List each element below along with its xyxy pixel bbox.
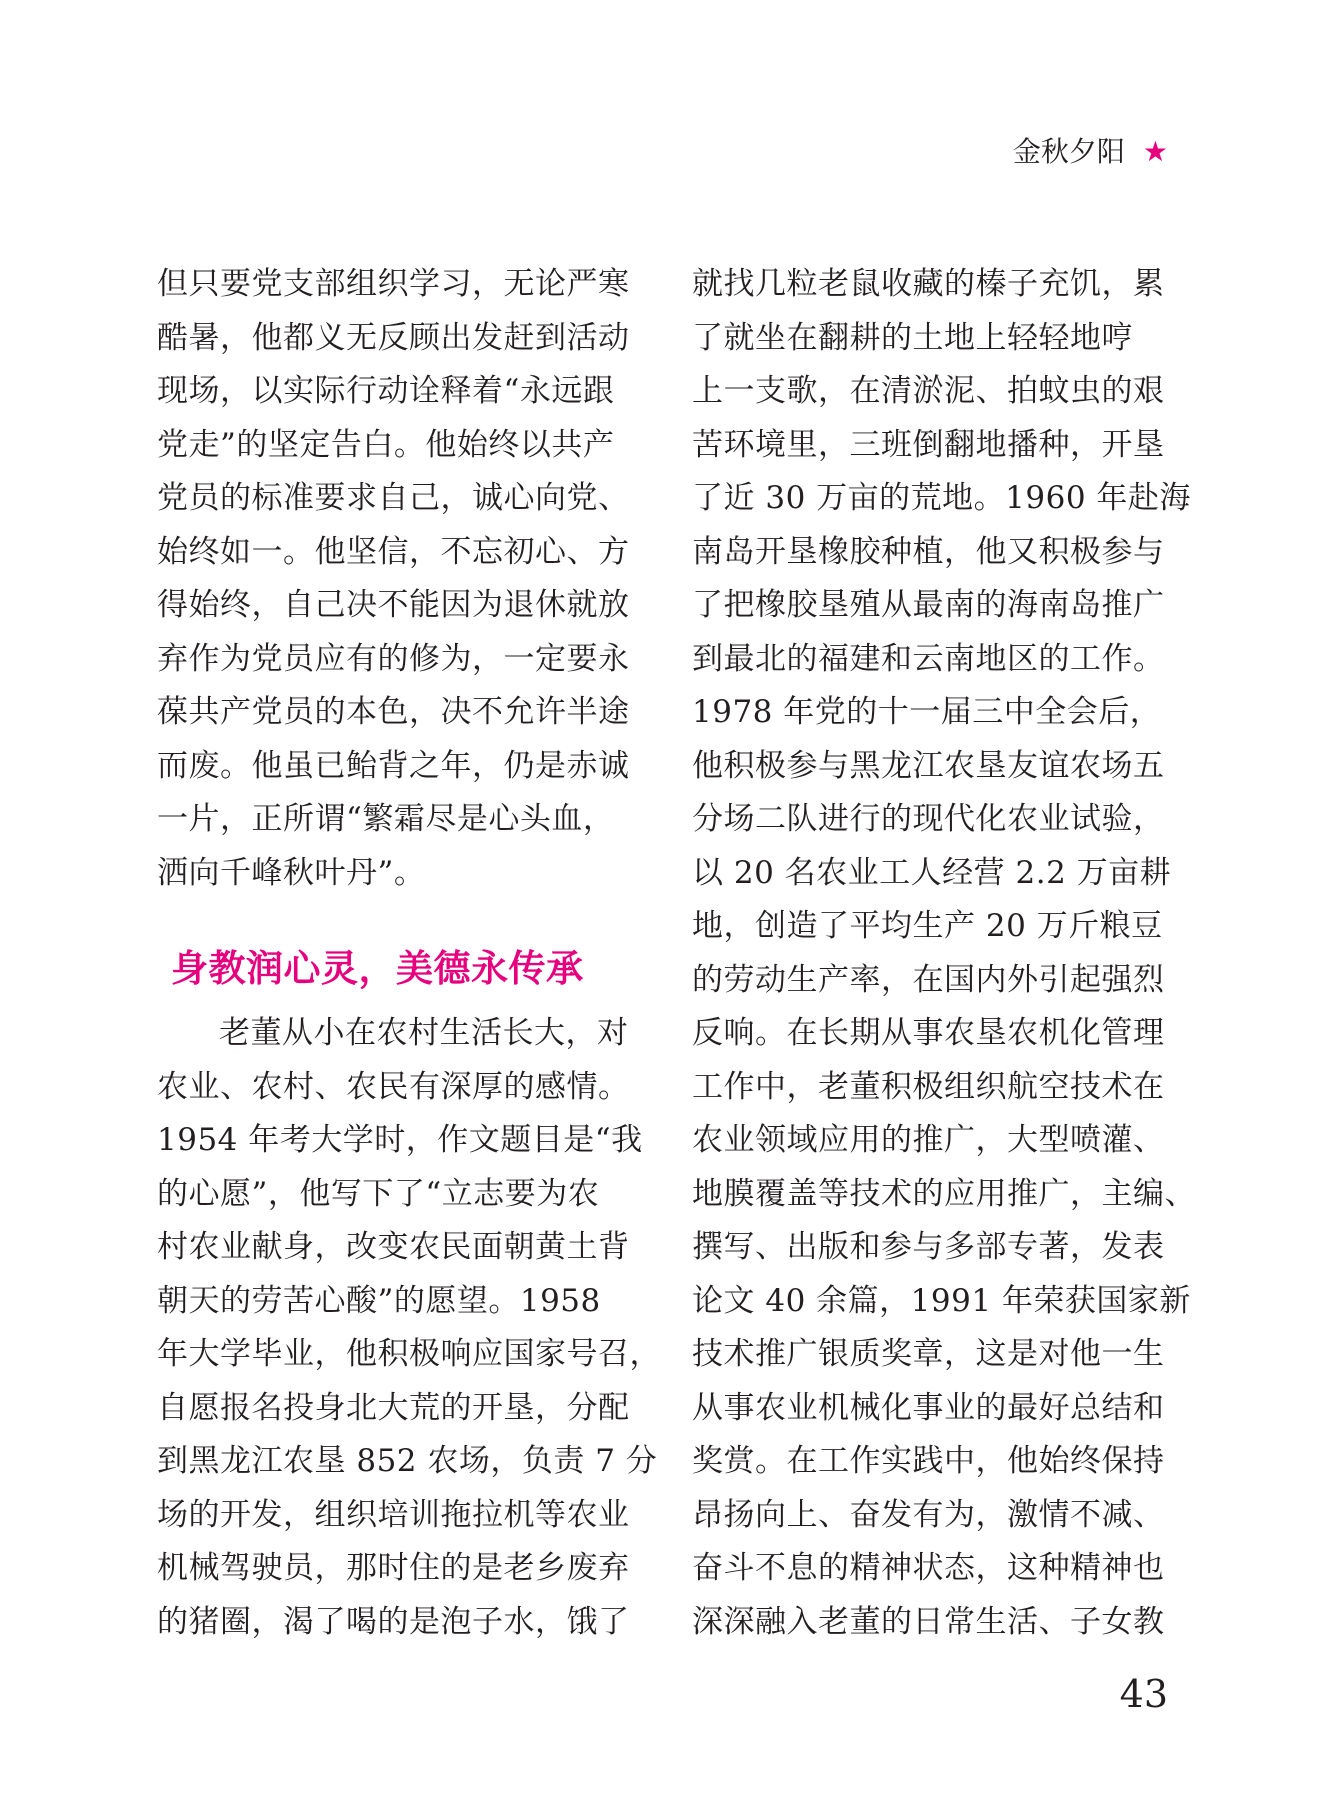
text-line: 村农业献身，改变农民面朝黄土背 (157, 1229, 630, 1265)
text-line: 党走”的坚定告白。他始终以共产 (157, 426, 615, 463)
text-line: 苦环境里，三班倒翻地播种，开垦 (692, 426, 1165, 463)
text-line: 自愿报名投身北大荒的开垦，分配 (157, 1389, 630, 1426)
text-line: 到黑龙江农垦 852 农场，负责 7 分 (157, 1443, 658, 1479)
text-line: 地，创造了平均生产 20 万斤粮豆 (692, 908, 1163, 944)
text-line: 洒向千峰秋叶丹”。 (157, 854, 426, 891)
text-line: 而废。他虽已鲐背之年，仍是赤诚 (157, 747, 630, 784)
text-line: 酷暑，他都义无反顾出发赶到活动 (157, 319, 630, 356)
text-line: 以 20 名农业工人经营 2.2 万亩耕 (692, 854, 1172, 891)
text-line: 老董从小在农村生活长大，对 (219, 1015, 629, 1051)
text-line: 撰写、出版和参与多部专著，发表 (692, 1229, 1165, 1265)
text-line: 技术推广银质奖章，这是对他一生 (692, 1336, 1165, 1372)
text-line: 深深融入老董的日常生活、子女教 (692, 1603, 1165, 1640)
text-line: 就找几粒老鼠收藏的榛子充饥，累 (692, 266, 1165, 302)
text-line: 的劳动生产率，在国内外引起强烈 (692, 961, 1165, 998)
text-line: 上一支歌，在清淤泥、拍蚊虫的艰 (692, 373, 1165, 409)
text-line: 始终如一。他坚信，不忘初心、方 (157, 533, 630, 570)
text-line: 的猪圈，渴了喝的是泡子水，饿了 (157, 1603, 630, 1640)
text-line: 机械驾驶员，那时住的是老乡废弃 (157, 1550, 630, 1586)
text-line: 但只要党支部组织学习，无论严寒 (157, 266, 630, 302)
text-line: 场的开发，组织培训拖拉机等农业 (157, 1496, 630, 1533)
paragraph-2 (157, 1007, 661, 1649)
text-line: 奖赏。在工作实践中，他始终保持 (692, 1443, 1165, 1479)
text-line: 昂扬向上、奋发有为，激情不减、 (692, 1496, 1165, 1533)
text-line: 论文 40 余篇，1991 年荣获国家新 (692, 1282, 1191, 1319)
text-line: 年大学毕业，他积极响应国家号召， (157, 1336, 661, 1372)
text-line: 一片，正所谓“繁霜尽是心头血， (157, 801, 615, 837)
star-icon: ★ (1142, 135, 1168, 168)
paragraph-1 (157, 258, 629, 900)
text-line: 农业领域应用的推广，大型喷灌、 (692, 1122, 1165, 1158)
text-line: 得始终，自己决不能因为退休就放 (157, 587, 630, 623)
text-line: 分场二队进行的现代化农业试验， (692, 801, 1165, 837)
text-line: 现场，以实际行动诠释着“永远跟 (157, 373, 615, 409)
text-line: 的心愿”，他写下了“立志要为农 (157, 1175, 600, 1212)
page-number: 43 (1119, 1672, 1168, 1716)
text-line: 奋斗不息的精神状态，这种精神也 (692, 1550, 1165, 1586)
text-line: 1954 年考大学时，作文题目是“我 (157, 1122, 643, 1158)
text-line: 葆共产党员的本色，决不允许半途 (157, 694, 630, 730)
text-line: 到最北的福建和云南地区的工作。 (692, 640, 1165, 677)
text-line: 了近 30 万亩的荒地。1960 年赴海 (692, 480, 1191, 516)
text-line: 反响。在长期从事农垦农机化管理 (692, 1015, 1165, 1051)
text-line: 1978 年党的十一届三中全会后， (692, 694, 1162, 730)
text-line: 南岛开垦橡胶种植，他又积极参与 (692, 533, 1165, 570)
text-line: 了把橡胶垦殖从最南的海南岛推广 (692, 587, 1165, 623)
section-heading: 身教润心灵，美德永传承 (171, 947, 584, 990)
text-line: 地膜覆盖等技术的应用推广，主编、 (692, 1175, 1196, 1212)
section-title: 金秋夕阳 (1012, 135, 1125, 168)
text-line: 他积极参与黑龙江农垦友谊农场五 (692, 747, 1165, 784)
text-line: 工作中，老董积极组织航空技术在 (692, 1068, 1165, 1105)
text-line: 农业、农村、农民有深厚的感情。 (157, 1068, 630, 1105)
text-line: 从事农业机械化事业的最好总结和 (692, 1389, 1165, 1426)
text-line: 党员的标准要求自己，诚心向党、 (157, 480, 630, 516)
left-column (157, 258, 661, 1649)
running-head (1013, 130, 1168, 170)
text-line: 弃作为党员应有的修为，一定要永 (157, 640, 630, 677)
text-line: 了就坐在翻耕的土地上轻轻地哼 (692, 319, 1133, 356)
text-line: 朝天的劳苦心酸”的愿望。1958 (157, 1282, 601, 1319)
right-column (692, 258, 1196, 1649)
